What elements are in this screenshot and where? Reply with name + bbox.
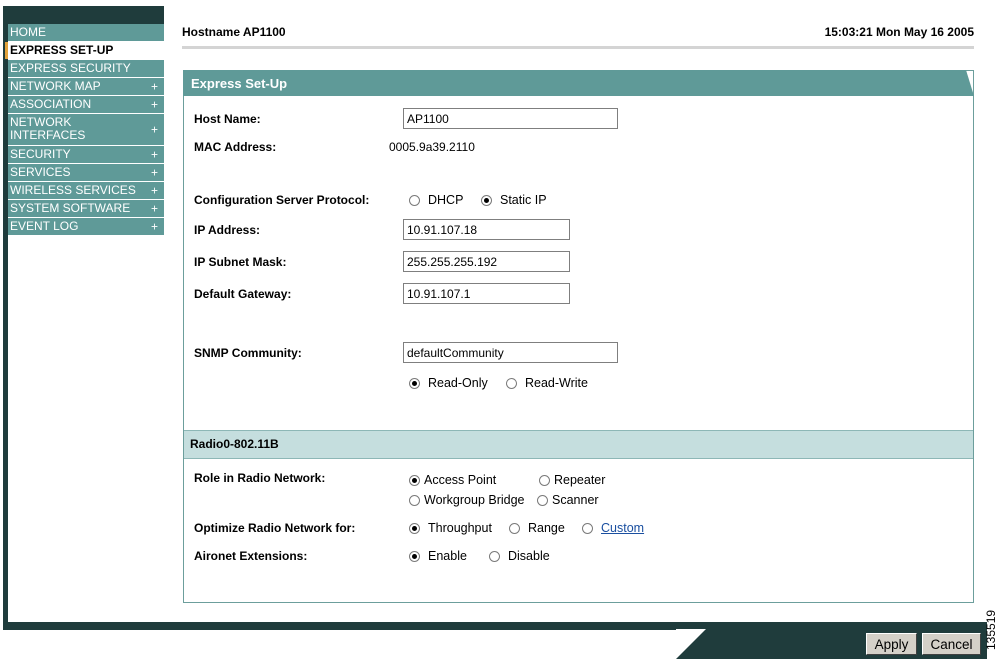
panel-title-notch xyxy=(966,70,974,96)
nav-security[interactable] xyxy=(8,146,164,164)
expand-icon: + xyxy=(150,122,158,136)
nav-network-interfaces[interactable] xyxy=(8,114,164,146)
expand-icon: + xyxy=(150,97,158,111)
figure-id: 135519 xyxy=(984,609,998,650)
snmp-community-input[interactable] xyxy=(403,342,618,363)
nav-wireless-services[interactable] xyxy=(8,182,164,200)
nav-event-log[interactable] xyxy=(8,218,164,236)
expand-icon: + xyxy=(150,165,158,179)
panel-title-bar xyxy=(183,70,966,96)
custom-radio[interactable] xyxy=(582,523,593,534)
host-name-input[interactable] xyxy=(403,108,618,129)
default-gateway-input[interactable] xyxy=(403,283,570,304)
nav-express-security-label: EXPRESS SECURITY xyxy=(10,61,131,75)
nav-system-software[interactable] xyxy=(8,200,164,218)
nav-network-map[interactable] xyxy=(8,78,164,96)
range-radio[interactable] xyxy=(509,523,520,534)
nav-association[interactable] xyxy=(8,96,164,114)
enable-radio-label: Enable xyxy=(428,549,467,563)
nav-home-label: HOME xyxy=(10,25,46,39)
range-radio-label: Range xyxy=(528,521,565,535)
host-name-label: Host Name: xyxy=(194,112,261,126)
nav-event-log-label: EVENT LOG xyxy=(10,219,79,233)
panel-title: Express Set-Up xyxy=(191,76,288,91)
repeater-radio-label: Repeater xyxy=(554,473,606,487)
access-point-radio-label: Access Point xyxy=(424,473,497,487)
expand-icon: + xyxy=(150,219,158,233)
datetime-display: 15:03:21 Mon May 16 2005 xyxy=(824,25,974,39)
mac-address-label: MAC Address: xyxy=(194,140,277,154)
throughput-radio[interactable] xyxy=(409,523,420,534)
header-divider xyxy=(182,46,974,49)
custom-link[interactable]: Custom xyxy=(601,521,645,535)
expand-icon: + xyxy=(150,147,158,161)
nav-network-interfaces-label-1: NETWORK xyxy=(10,115,72,129)
workgroup-bridge-radio-label: Workgroup Bridge xyxy=(424,493,525,507)
footer-tray-slant xyxy=(676,629,706,659)
ip-address-label: IP Address: xyxy=(194,223,261,237)
read-write-radio-label: Read-Write xyxy=(525,376,588,390)
nav-home[interactable] xyxy=(8,24,164,42)
nav-express-security[interactable] xyxy=(8,60,164,78)
repeater-radio[interactable] xyxy=(539,475,550,486)
hostname-heading: Hostname AP1100 xyxy=(182,25,286,39)
role-in-radio-network-label: Role in Radio Network: xyxy=(194,471,326,485)
aironet-extensions-label: Aironet Extensions: xyxy=(194,549,308,563)
nav-security-label: SECURITY xyxy=(10,147,71,161)
read-only-radio[interactable] xyxy=(409,378,420,389)
nav-services[interactable] xyxy=(8,164,164,182)
ip-address-input[interactable] xyxy=(403,219,570,240)
static-ip-radio[interactable] xyxy=(481,195,492,206)
static-ip-radio-label: Static IP xyxy=(500,193,547,207)
dhcp-radio[interactable] xyxy=(409,195,420,206)
access-point-radio[interactable] xyxy=(409,475,420,486)
disable-radio[interactable] xyxy=(489,551,500,562)
scanner-radio-label: Scanner xyxy=(552,493,599,507)
nav-wireless-services-label: WIRELESS SERVICES xyxy=(10,183,136,197)
workgroup-bridge-radio[interactable] xyxy=(409,495,420,506)
enable-radio[interactable] xyxy=(409,551,420,562)
read-only-radio-label: Read-Only xyxy=(428,376,488,390)
nav-express-setup[interactable] xyxy=(8,42,164,60)
config-server-protocol-label: Configuration Server Protocol: xyxy=(194,193,370,207)
nav-services-label: SERVICES xyxy=(10,165,71,179)
throughput-radio-label: Throughput xyxy=(428,521,492,535)
nav-network-map-label: NETWORK MAP xyxy=(10,79,101,93)
subnet-mask-label: IP Subnet Mask: xyxy=(194,255,287,269)
sidebar-menu xyxy=(8,24,164,236)
cancel-button[interactable]: Cancel xyxy=(922,633,981,655)
expand-icon: + xyxy=(150,79,158,93)
dhcp-radio-label: DHCP xyxy=(428,193,464,207)
apply-button[interactable]: Apply xyxy=(866,633,917,655)
subnet-mask-input[interactable] xyxy=(403,251,570,272)
sidebar-empty-area xyxy=(8,234,164,626)
radio-section-bar xyxy=(184,430,973,459)
default-gateway-label: Default Gateway: xyxy=(194,287,292,301)
nav-association-label: ASSOCIATION xyxy=(10,97,92,111)
nav-system-software-label: SYSTEM SOFTWARE xyxy=(10,201,131,215)
disable-radio-label: Disable xyxy=(508,549,550,563)
scanner-radio[interactable] xyxy=(537,495,548,506)
radio-section-title: Radio0-802.11B xyxy=(190,437,279,451)
optimize-radio-network-label: Optimize Radio Network for: xyxy=(194,521,356,535)
mac-address-value: 0005.9a39.2110 xyxy=(389,140,475,154)
snmp-community-label: SNMP Community: xyxy=(194,346,302,360)
expand-icon: + xyxy=(150,183,158,197)
expand-icon: + xyxy=(150,201,158,215)
read-write-radio[interactable] xyxy=(506,378,517,389)
nav-express-setup-label: EXPRESS SET-UP xyxy=(10,43,114,57)
nav-network-interfaces-label-2: INTERFACES xyxy=(10,128,86,142)
